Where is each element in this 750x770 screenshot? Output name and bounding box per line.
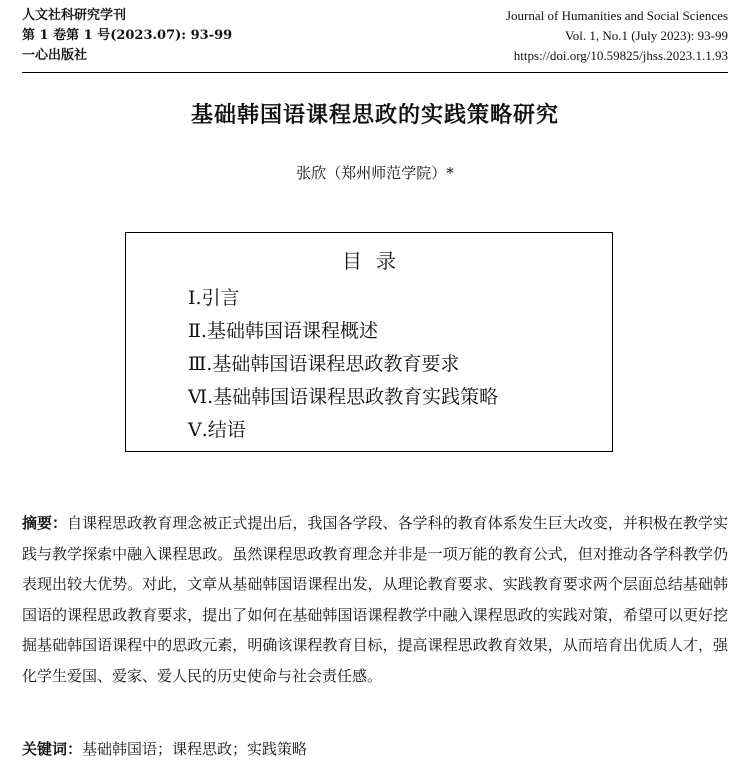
toc-heading: 目录 bbox=[342, 249, 410, 273]
paper-title: 基础韩国语课程思政的实践策略研究 bbox=[190, 102, 559, 128]
keywords bbox=[22, 738, 728, 760]
keywords-text: 基础韩国语；课程思政；实践策略 bbox=[82, 740, 308, 758]
journal-name-cn: 人文社科研究学刊 bbox=[22, 8, 127, 23]
publisher-name: 一心出版社 bbox=[22, 48, 88, 63]
journal-name-en: Journal of Humanities and Social Sciences bbox=[505, 8, 728, 23]
journal-header-english bbox=[506, 6, 728, 66]
toc-item: Ⅵ.基础韩国语课程思政教育实践策略 bbox=[188, 386, 499, 408]
journal-volume-en: Vol. 1, No.1 (July 2023): 93-99 bbox=[565, 28, 728, 43]
journal-volume-cn: 第 1 卷第 1 号(2023.07): 93-99 bbox=[22, 28, 233, 43]
journal-header-chinese bbox=[22, 6, 232, 66]
toc-item: Ⅰ.引言 bbox=[188, 287, 240, 309]
abstract-text: 自课程思政教育理念被正式提出后，我国各学段、各学科的教育体系发生巨大改变，并积极在教学实践与教学探索中融入课程思政。虽然课程思政教育理念并非是一项万能的教育公式，但对推动各学科教学仍表现出较大优势。对此，文章从基础韩国语课程出发，从理论教育要求、实践教育要求两个层面总结基础韩国语的课程思政教育要求，提出了如何在基础韩国语课程教学中融入课程思政的实践对策，希望可以更好挖掘基础韩国语课程中的思政元素，明确该课程教育目标，提高课程思政教育效果，从而培育出优质人才，强化学生爱国、爱家、爱人民的历史使命与社会责任感。 bbox=[22, 514, 728, 685]
keywords-label: 关键词： bbox=[22, 740, 83, 758]
doi-link[interactable]: https://doi.org/10.59825/jhss.2023.1.1.93 bbox=[513, 48, 728, 63]
abstract-label: 摘要： bbox=[22, 514, 68, 532]
table-of-contents bbox=[125, 232, 613, 452]
toc-item: Ⅴ.结语 bbox=[188, 419, 246, 441]
header-divider bbox=[22, 72, 728, 73]
toc-item: Ⅲ.基础韩国语课程思政教育要求 bbox=[188, 353, 460, 375]
abstract bbox=[22, 508, 728, 691]
author-line: 张欣（郑州师范学院）* bbox=[296, 164, 454, 182]
toc-list bbox=[188, 282, 612, 447]
toc-item: Ⅱ.基础韩国语课程概述 bbox=[188, 320, 378, 342]
